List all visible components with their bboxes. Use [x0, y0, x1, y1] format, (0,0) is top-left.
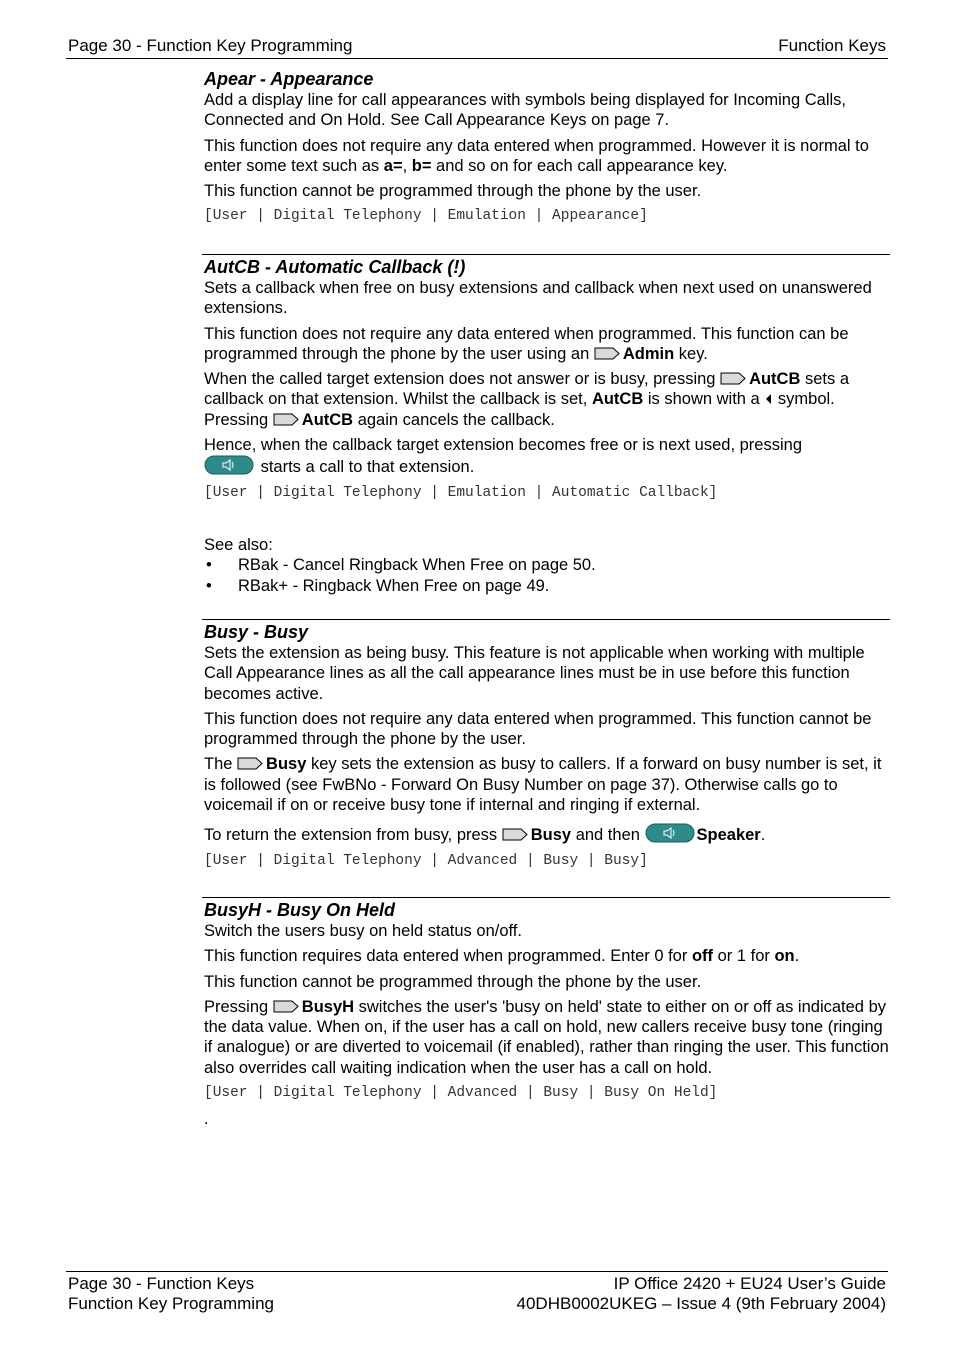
paragraph: This function does not require any data entered when programmed. This function cannot be programmed through the phone by the user. — [204, 709, 872, 749]
function-key-icon — [273, 413, 299, 426]
trailing-period: . — [204, 1110, 209, 1129]
section-autcb — [204, 256, 890, 598]
paragraph: This function requires data entered when programmed. Enter 0 for off or 1 for on. — [204, 947, 800, 966]
paragraph: Sets the extension as being busy. This feature is not applicable when working with multiple Call Appearance lines as all the call appearance lines must be in use before this function becomes active. — [204, 644, 865, 703]
paragraph: Pressing BusyH switches the user's 'busy on held' state to either on or off as indicated by the data value. When on, if the user has a call on hold, new callers receive busy tone (ringing if analogue) or are diverted to voicemail (if enabled), rather than ringing the user. This function also overrides call waiting indication when the user has a call on hold. — [204, 997, 889, 1077]
paragraph: Add a display line for call appearances with symbols being displayed for Incoming Calls, Connected and On Hold. See Call Appearance Keys on page 7. — [204, 91, 847, 130]
section-title: Apear - Appearance — [204, 69, 374, 89]
speaker-key-icon — [645, 823, 695, 843]
section-rule — [202, 619, 890, 620]
footer-rule — [66, 1271, 888, 1272]
section-rule — [202, 897, 890, 898]
left-triangle-icon — [764, 393, 773, 405]
section-apear — [204, 68, 890, 231]
menu-path: [User | Digital Telephony | Emulation | Appearance] — [204, 208, 648, 225]
paragraph: Switch the users busy on held status on/off. — [204, 922, 522, 940]
paragraph: The Busy key sets the extension as busy to callers. If a forward on busy number is set, it is followed (see FwBNo - Forward On Busy Number on page 37). Otherwise calls go to voicemail if on or receive busy tone if internal and ringing if external. — [204, 755, 882, 815]
paragraph: When the called target extension does not answer or is busy, pressing AutCB sets a callback on that extension. Whilst the callback is set, AutCB is shown with a symbol. Pressing AutCB again cancels the callback. — [204, 370, 849, 429]
paragraph: This function cannot be programmed through the phone by the user. — [204, 182, 702, 201]
speaker-key-icon — [204, 455, 254, 475]
paragraph: This function does not require any data entered when programmed. However it is normal to enter some text such as a=, b= and so on for each call appearance key. — [204, 136, 869, 175]
page-header-right: Function Keys — [778, 36, 886, 55]
paragraph: This function cannot be programmed through the phone by the user. — [204, 972, 702, 991]
list-item: • RBak - Cancel Ringback When Free on page 50. — [206, 555, 596, 574]
section-title: BusyH - Busy On Held — [204, 900, 396, 920]
footer-right-line2: 40DHB0002UKEG – Issue 4 (9th February 2004) — [516, 1294, 886, 1313]
section-busyh — [204, 899, 890, 1129]
menu-path: [User | Digital Telephony | Emulation | Automatic Callback] — [204, 484, 718, 501]
function-key-icon — [594, 347, 620, 360]
see-also-label: See also: — [204, 535, 273, 554]
paragraph: Sets a callback when free on busy extensions and callback when next used on unanswered extensions. — [204, 279, 872, 318]
section-rule — [202, 254, 890, 255]
page-header-left: Page 30 - Function Key Programming — [68, 36, 353, 55]
function-key-icon — [502, 828, 528, 841]
function-key-icon — [720, 372, 746, 385]
menu-path: [User | Digital Telephony | Advanced | Busy | Busy] — [204, 852, 648, 869]
footer-left-line1: Page 30 - Function Keys — [68, 1274, 255, 1293]
function-key-icon — [273, 1000, 299, 1013]
paragraph: Hence, when the callback target extension becomes free or is next used, pressing starts a call to that extension. — [204, 436, 802, 477]
menu-path: [User | Digital Telephony | Advanced | Busy | Busy On Held] — [204, 1085, 718, 1102]
section-title: AutCB - Automatic Callback (!) — [204, 257, 466, 277]
paragraph: This function does not require any data entered when programmed. This function can be programmed through the phone by the user using an Admin key. — [204, 324, 849, 363]
paragraph: To return the extension from busy, press Busy and then Speaker. — [204, 823, 890, 845]
footer-left-line2: Function Key Programming — [68, 1294, 274, 1313]
function-key-icon — [237, 757, 263, 770]
see-also-list — [204, 555, 890, 597]
footer-right-line1: IP Office 2420 + EU24 User’s Guide — [613, 1274, 886, 1293]
header-rule — [66, 58, 888, 59]
section-busy — [204, 621, 890, 876]
section-title: Busy - Busy — [204, 622, 309, 642]
list-item: • RBak+ - Ringback When Free on page 49. — [206, 577, 550, 596]
